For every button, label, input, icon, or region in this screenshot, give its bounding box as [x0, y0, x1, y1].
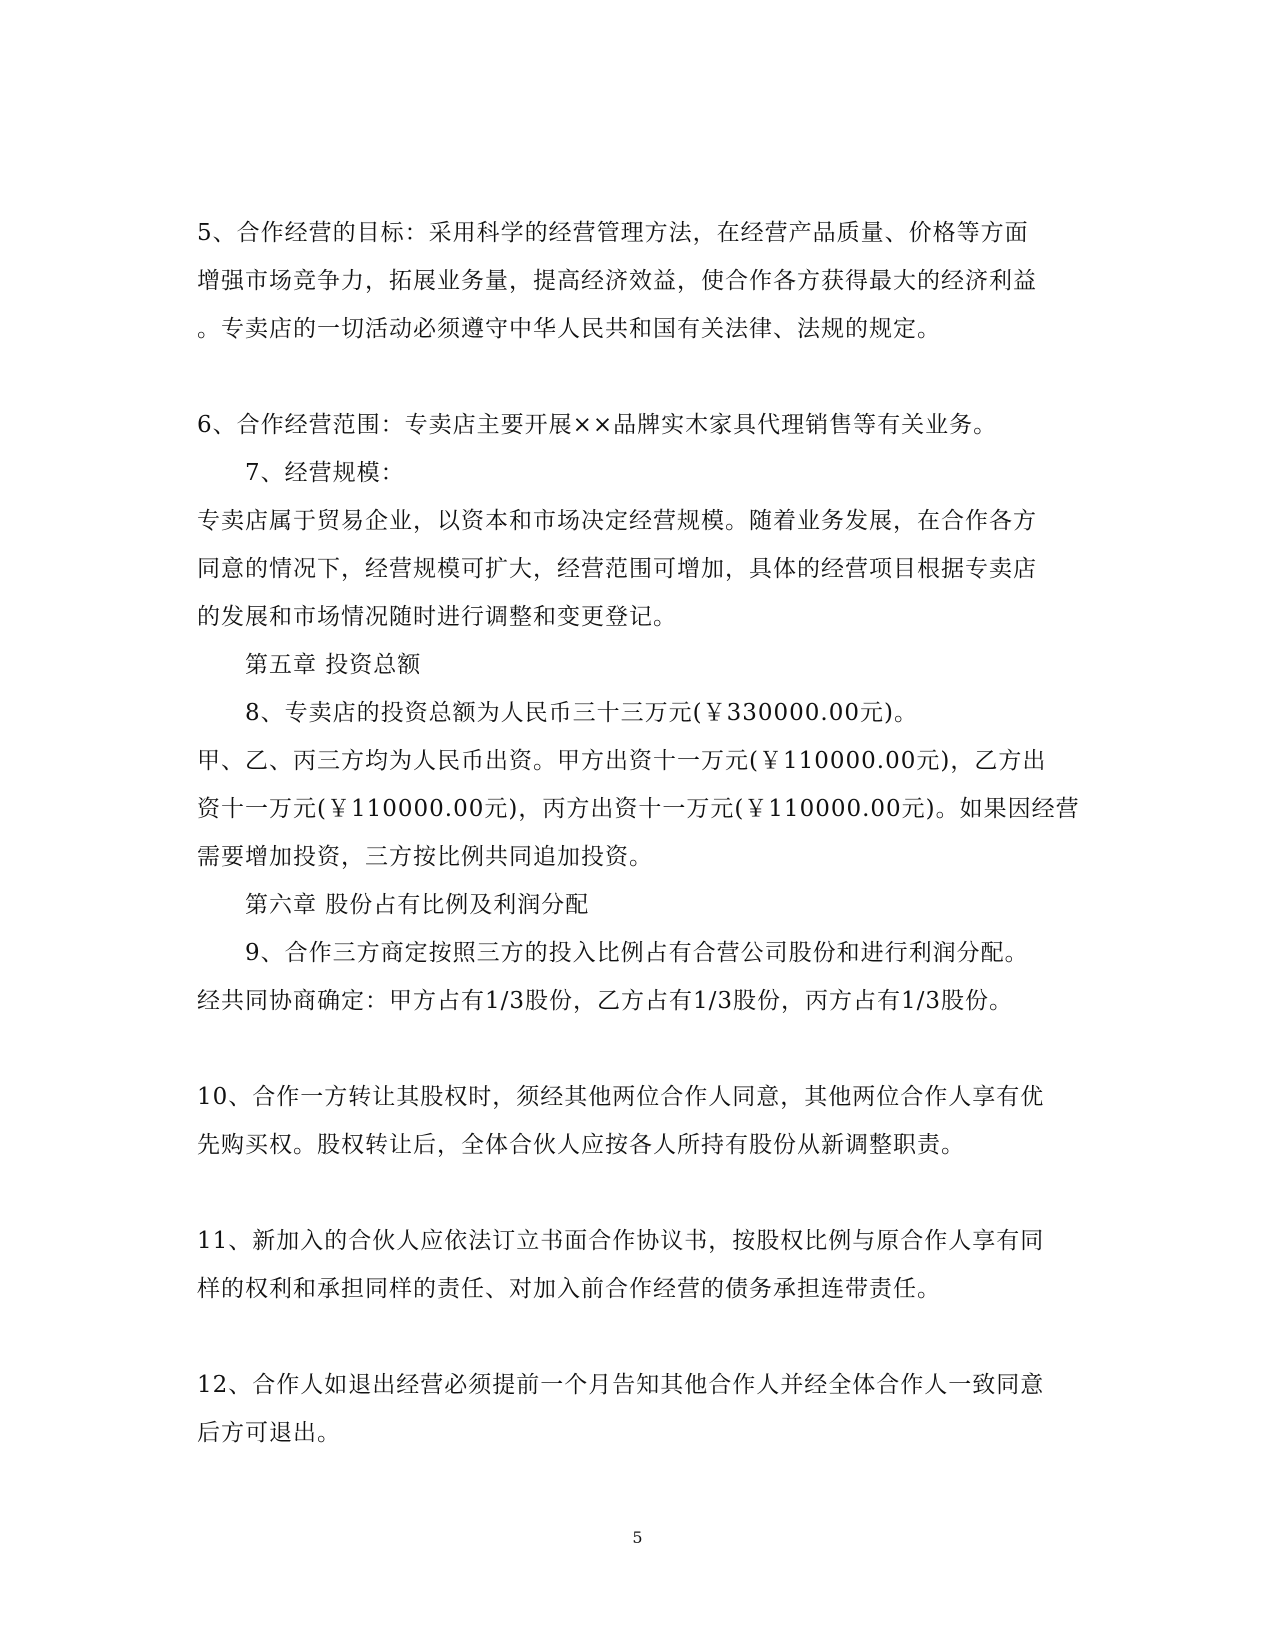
chapter-heading: 第五章 投资总额 [245, 652, 422, 678]
text-line: 经共同协商确定：甲方占有1/3股份，乙方占有1/3股份，丙方占有1/3股份。 [197, 988, 1014, 1014]
text-line: 10、合作一方转让其股权时，须经其他两位合作人同意，其他两位合作人享有优 [197, 1084, 1045, 1110]
text-line: 7、经营规模： [245, 460, 405, 486]
text-line: 。专卖店的一切活动必须遵守中华人民共和国有关法律、法规的规定。 [197, 316, 941, 342]
text-line: 8、专卖店的投资总额为人民币三十三万元(￥330000.00元)。 [245, 700, 918, 726]
text-line: 5、合作经营的目标：采用科学的经营管理方法，在经营产品质量、价格等方面 [197, 220, 1029, 246]
text-line: 11、新加入的合伙人应依法订立书面合作协议书，按股权比例与原合作人享有同 [197, 1228, 1045, 1254]
text-line: 增强市场竞争力，拓展业务量，提高经济效益，使合作各方获得最大的经济利益 [197, 268, 1037, 294]
text-line: 6、合作经营范围：专卖店主要开展××品牌实木家具代理销售等有关业务。 [197, 412, 998, 438]
text-line: 9、合作三方商定按照三方的投入比例占有合营公司股份和进行利润分配。 [245, 940, 1029, 966]
text-line: 专卖店属于贸易企业，以资本和市场决定经营规模。随着业务发展，在合作各方 [197, 508, 1037, 534]
text-line: 先购买权。股权转让后，全体合伙人应按各人所持有股份从新调整职责。 [197, 1132, 965, 1158]
text-line: 资十一万元(￥110000.00元)，丙方出资十一万元(￥110000.00元)。如果因经营 [197, 796, 1080, 822]
text-line: 需要增加投资，三方按比例共同追加投资。 [197, 844, 653, 870]
text-line: 样的权利和承担同样的责任、对加入前合作经营的债务承担连带责任。 [197, 1276, 941, 1302]
text-line: 12、合作人如退出经营必须提前一个月告知其他合作人并经全体合作人一致同意 [197, 1372, 1045, 1398]
chapter-heading: 第六章 股份占有比例及利润分配 [245, 892, 590, 918]
text-line: 后方可退出。 [197, 1420, 341, 1446]
text-line: 同意的情况下，经营规模可扩大，经营范围可增加，具体的经营项目根据专卖店 [197, 556, 1037, 582]
page-number: 5 [632, 1528, 643, 1547]
text-line: 的发展和市场情况随时进行调整和变更登记。 [197, 604, 677, 630]
text-line: 甲、乙、丙三方均为人民币出资。甲方出资十一万元(￥110000.00元)，乙方出 [197, 748, 1047, 774]
